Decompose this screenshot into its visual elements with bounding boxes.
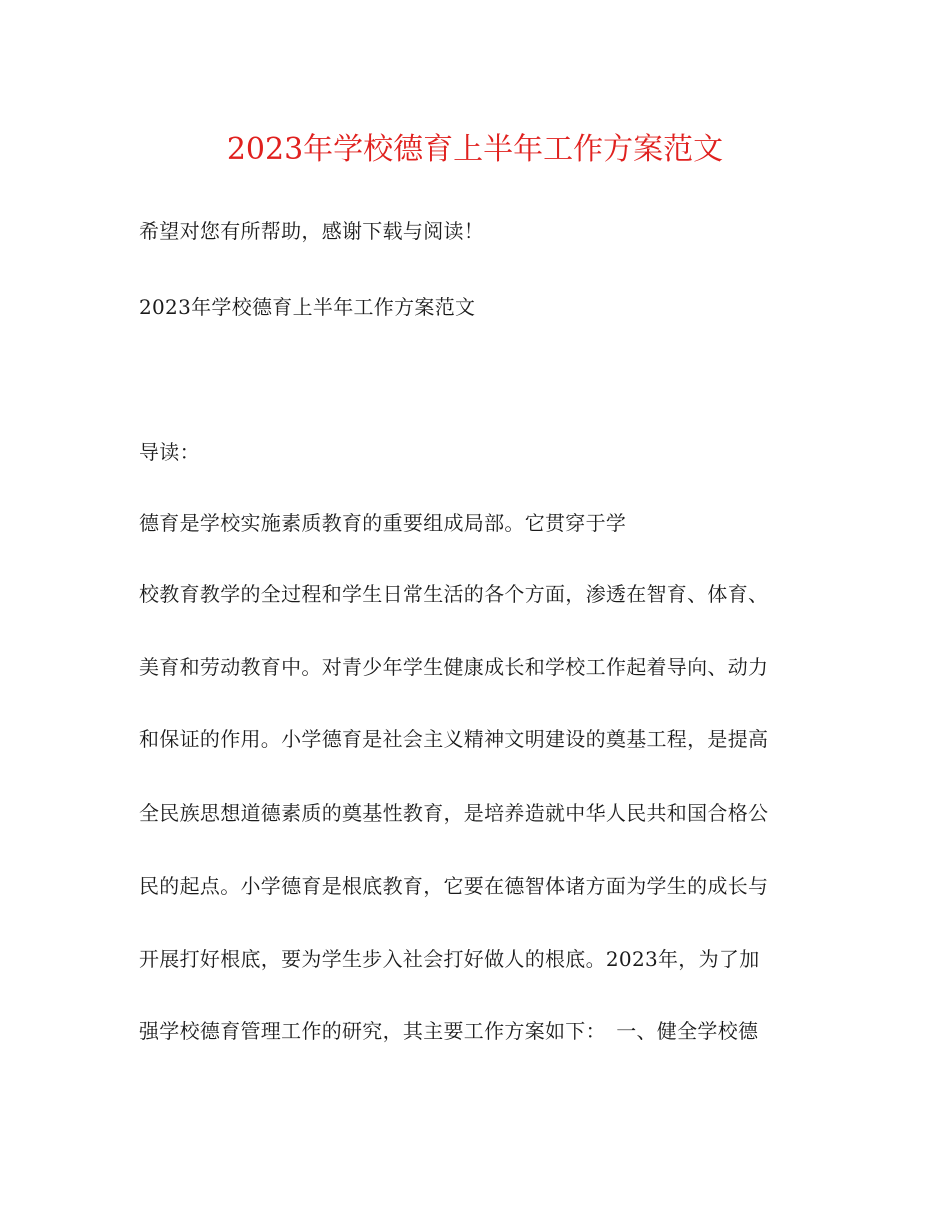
document-title: 2023年学校德育上半年工作方案范文 [226, 132, 724, 167]
subtitle-text: 2023年学校德育上半年工作方案范文 [139, 295, 476, 319]
body-line: 校教育教学的全过程和学生日常生活的各个方面，渗透在智育、体育、 [139, 582, 769, 606]
intro-text: 希望对您有所帮助，感谢下载与阅读！ [139, 219, 485, 243]
lead-label: 导读： [139, 440, 200, 464]
body-line: 强学校德育管理工作的研究，其主要工作方案如下： 一、健全学校德 [139, 1019, 759, 1043]
body-line: 德育是学校实施素质教育的重要组成局部。它贯穿于学 [139, 511, 627, 535]
body-line: 美育和劳动教育中。对青少年学生健康成长和学校工作起着导向、动力 [139, 655, 769, 679]
body-line: 开展打好根底，要为学生步入社会打好做人的根底。2023年，为了加 [139, 947, 760, 971]
body-line: 民的起点。小学德育是根底教育，它要在德智体诸方面为学生的成长与 [139, 874, 769, 898]
body-line: 和保证的作用。小学德育是社会主义精神文明建设的奠基工程，是提高 [139, 727, 769, 751]
body-line: 全民族思想道德素质的奠基性教育，是培养造就中华人民共和国合格公 [139, 801, 769, 825]
